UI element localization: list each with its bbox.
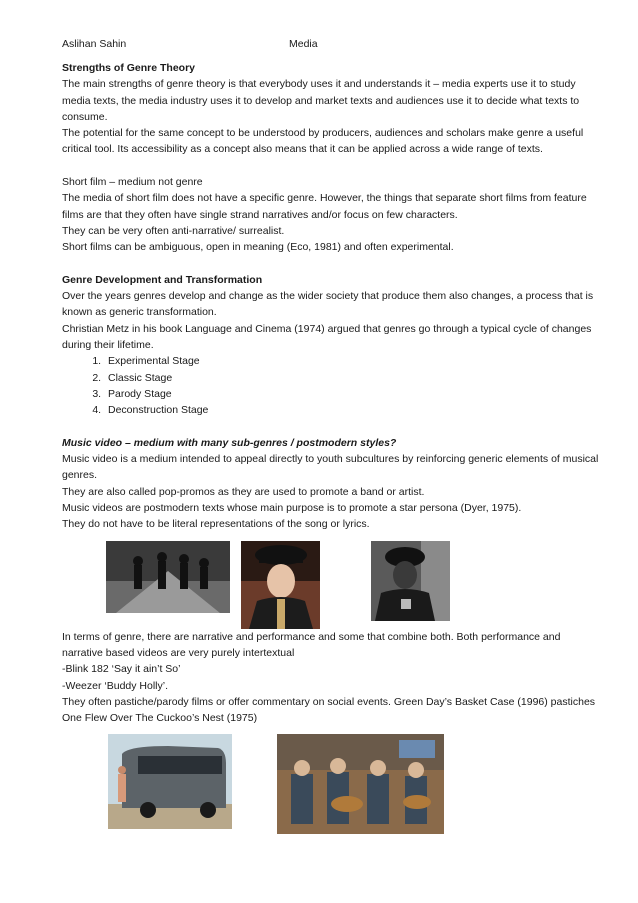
genre-development-paragraph-1: Over the years genres develop and change as the wider society that produce them also changes, a process that is known as generic transformation. [62, 290, 594, 319]
rapper-portrait-photo [371, 541, 450, 621]
music-video-paragraph-5: In terms of genre, there are narrative and performance and some that combine both. Both performance and narrative based videos are very purely intertextual [62, 630, 561, 659]
short-film-paragraph-3: Short films can be ambiguous, open in meaning (Eco, 1981) and often experimental. [62, 241, 454, 254]
music-video-example-2: -Weezer ‘Buddy Holly’. [62, 679, 169, 692]
artist-portrait-photo [241, 541, 320, 629]
header-author: Aslihan Sahin [62, 38, 127, 50]
music-video-paragraph-4: They do not have to be literal representations of the song or lyrics. [62, 518, 370, 531]
genre-stages-list [62, 353, 602, 418]
strengths-paragraph-1: The main strengths of genre theory is that everybody uses it and understands it – media experts use it to study media texts, the media industry uses it to develop and market texts and audiences use it to decide what texts to consume. [62, 78, 580, 123]
music-video-paragraph-2: They are also called pop-promos as they are used to promote a band or artist. [62, 485, 425, 498]
band-performance-photo [106, 541, 230, 613]
music-video-paragraph-1: Music video is a medium intended to appeal directly to youth subcultures by reinforcing generic elements of musical genres. [62, 453, 599, 482]
tour-bus-photo [108, 734, 232, 829]
short-film-paragraph-1: The media of short film does not have a specific genre. However, the things that separate short films from feature films are that they often have single strand narratives and/or focus on few characters. [62, 192, 587, 221]
list-item: 3. Parody Stage [104, 386, 602, 402]
music-video-paragraph-6: They often pastiche/parody films or offer commentary on social events. Green Day’s Basket Case (1996) pastiches One Flew Over The Cuckoo’s Nest (1975) [62, 695, 596, 725]
list-item: 2. Classic Stage [104, 370, 602, 386]
band-diner-photo [277, 734, 444, 834]
music-video-image-row-1 [62, 533, 602, 629]
music-video-example-1: -Blink 182 ‘Say it ain’t So’ [62, 663, 181, 676]
genre-development-heading: Genre Development and Transformation [62, 273, 263, 286]
genre-development-paragraph-2: Christian Metz in his book Language and Cinema (1974) argued that genres go through a typical cycle of changes during their lifetime. [62, 322, 592, 352]
music-video-paragraph-3: Music videos are postmodern texts whose main purpose is to promote a star persona (Dyer, 1975). [62, 502, 522, 515]
header-subject: Media [289, 38, 318, 50]
music-video-image-row-2 [62, 726, 602, 836]
music-video-heading: Music video – medium with many sub-genres / postmodern styles? [62, 436, 397, 449]
list-item: 4. Deconstruction Stage [104, 402, 602, 418]
short-film-heading: Short film – medium not genre [62, 176, 203, 189]
strengths-paragraph-2: The potential for the same concept to be understood by producers, audiences and scholars make genre a useful critical tool. Its accessibility as a concept also means that it can be applied across a wide range of texts. [62, 127, 584, 156]
list-item: 1. Experimental Stage [104, 353, 602, 369]
strengths-heading: Strengths of Genre Theory [62, 62, 196, 74]
document-body [62, 60, 602, 836]
short-film-paragraph-2: They can be very often anti-narrative/ surrealist. [62, 224, 285, 237]
